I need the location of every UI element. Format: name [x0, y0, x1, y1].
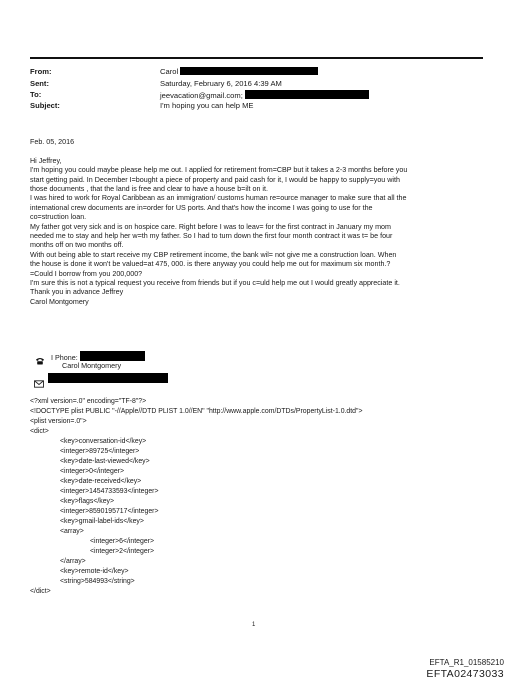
subject-label: Subject:: [30, 101, 60, 110]
xml-block: [30, 397, 363, 597]
body-line: start getting paid. In December I=bought a piece of property and paid cash for it, I would be happy to supply=you with: [30, 175, 400, 184]
phone-icon: [35, 352, 45, 370]
redaction-box: [180, 67, 318, 75]
body-line: needed me to stay and help her w=th my father. So I had to turn down the first four month contract it was t= be four: [30, 232, 393, 241]
xml-line: <dict>: [30, 428, 49, 435]
body-line: Carol Montgomery: [30, 297, 89, 306]
xml-line: <key>conversation-id</key>: [60, 438, 147, 445]
xml-line: </array>: [60, 558, 86, 565]
body-date: Feb. 05, 2016: [30, 138, 75, 146]
body-line: With out being able to start receive my CBP retirement income, the bank wil= not give me a construction loan. When: [30, 250, 397, 259]
from-label: From:: [30, 67, 52, 76]
body-line: co=struction loan.: [30, 213, 87, 222]
xml-line: <key>remote-id</key>: [60, 568, 129, 575]
xml-line: <string>584993</string>: [60, 578, 135, 585]
from-value: Carol: [160, 67, 179, 76]
body-line: I'm sure this is not a typical request you receive from friends but if you c=uld help me out I would greatly appreciate it.: [30, 279, 400, 288]
xml-line: <array>: [60, 528, 84, 535]
subject-value: I'm hoping you can help ME: [160, 101, 254, 110]
body-line: months off on two months off.: [30, 241, 124, 250]
to-value: jeevacation@gmail.com;: [160, 91, 243, 100]
bates-number-small: EFTA_R1_01585210: [429, 658, 504, 667]
xml-line: <integer>2</integer>: [90, 548, 154, 555]
xml-line: <integer>89725</integer>: [60, 448, 140, 455]
body-line: international crew documents are in=order for US ports. And that's how the income I was going to use for the: [30, 203, 373, 212]
body-line: My father got very sick and is on hospice care. Right before I was to leav= for the first contract in January my mom: [30, 222, 391, 231]
xml-line: <plist version=.0">: [30, 418, 87, 425]
xml-line: <key>flags</key>: [60, 498, 115, 505]
page-number: 1: [252, 622, 256, 628]
xml-line: <integer>1454733593</integer>: [60, 488, 159, 495]
envelope-icon: [34, 375, 44, 393]
redaction-box: [245, 90, 369, 99]
redaction-box: [48, 373, 168, 383]
redaction-box: [80, 351, 145, 361]
body-line: Thank you in advance Jeffrey: [30, 288, 124, 297]
to-label: To:: [30, 90, 42, 99]
xml-line: <integer>0</integer>: [60, 468, 124, 475]
xml-line: <key>date-received</key>: [60, 478, 142, 485]
body-line: I was hired to work for Royal Caribbean as an immigration/ customs human re=ource manager to make sure that all the: [30, 194, 407, 203]
xml-line: </dict>: [30, 588, 51, 595]
xml-line: <key>date-last-viewed</key>: [60, 458, 150, 465]
body-line: Hi Jeffrey,: [30, 156, 62, 165]
header-rule: [30, 57, 483, 59]
body-line: those documents , that the land is free and clear to have a house b=ilt on it.: [30, 185, 268, 194]
xml-line: <?xml version=.0" encoding="TF-8"?>: [30, 398, 147, 405]
xml-line: <integer>8590195717</integer>: [60, 508, 159, 515]
bates-number-large: EFTA02473033: [426, 668, 504, 680]
xml-line: <!DOCTYPE plist PUBLIC "-//Apple//DTD PLIST 1.0//EN" "http://www.apple.com/DTDs/PropertyList-1.0.dtd">: [30, 408, 363, 415]
email-body: [30, 138, 490, 307]
body-spacer: [30, 147, 490, 156]
sent-label: Sent:: [30, 79, 49, 88]
xml-line: <key>gmail-label-ids</key>: [60, 518, 144, 525]
body-line: the house is done it won't be valued=at 475, 000. is there anyway you could help me out for maximum six month.?: [30, 260, 391, 269]
phone-label: I Phone:: [51, 353, 78, 362]
body-line: =Could I borrow from you 200,000?: [30, 269, 143, 278]
signature-name: Carol Montgomery: [62, 361, 122, 370]
xml-line: <integer>6</integer>: [90, 538, 154, 545]
body-line: I'm hoping you could maybe please help me out. I applied for retirement from=CBP but it takes a 2-3 months before you: [30, 166, 408, 175]
sent-value: Saturday, February 6, 2016 4:39 AM: [160, 79, 282, 88]
